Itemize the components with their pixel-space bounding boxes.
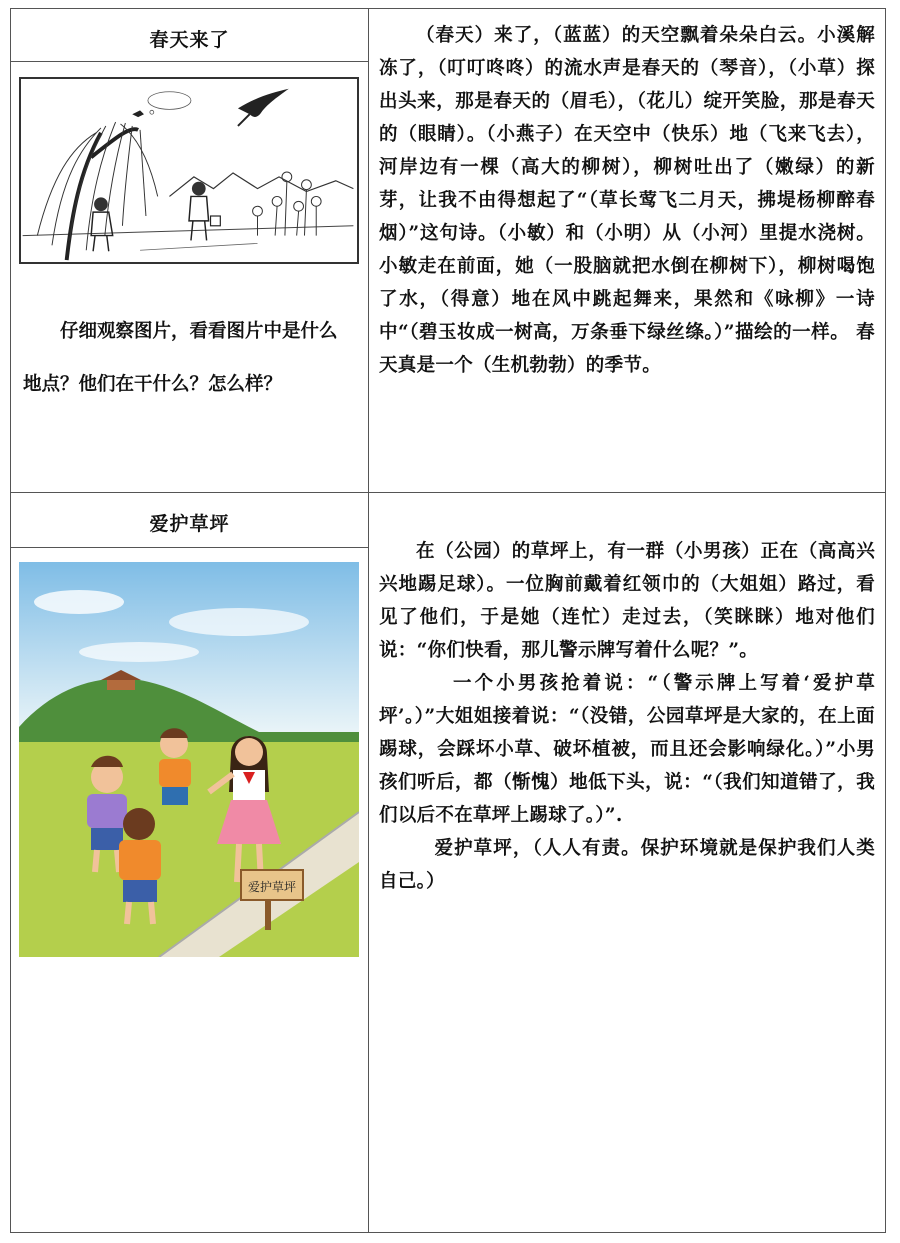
row-divider [11,492,885,493]
row2-story [379,535,875,898]
observation-prompt: 仔细观察图片，看看图片中是什么地点？他们在干什么？怎么样？ [23,321,338,395]
row1-title: 春天来了 [149,29,230,51]
row2-paragraph-3: 爱护草坪，（人人有责。保护环境就是保护我们人类自己。） [379,838,875,892]
row2-title: 爱护草坪 [149,513,230,535]
lawn-illustration [19,562,359,957]
title-divider-1 [11,61,368,62]
row1-paragraph: （春天）来了，（蓝蓝）的天空飘着朵朵白云。小溪解冻了，（叮叮咚咚）的流水声是春天的（琴音），（小草）探出头来，那是春天的（眉毛），（花儿）绽开笑脸，那是春天的（眼睛）。（小燕子）在天空中（快乐）地（飞来飞去），河岸边有一棵（高大的柳树），柳树吐出了（嫩绿）的新芽，让我不由得想起了“（草长莺飞二月天，拂堤杨柳醉春烟）”这句诗。（小敏）和（小明）从（小河）里提水浇树。小敏走在前面，她（一股脑就把水倒在柳树下），柳树喝饱了水，（得意）地在风中跳起舞来，果然和《咏柳》一诗中“（碧玉妆成一树高，万条垂下绿丝绦。）”描绘的一样。 春天真是一个（生机勃勃）的季节。 [379,25,875,376]
spring-illustration [19,77,359,264]
row2-paragraph-2: 一个小男孩抢着说：“（警示牌上写着‘爱护草坪’。）”大姐姐接着说：“（没错，公园草坪是大家的，在上面踢球，会踩坏小草、破坏植被，而且还会影响绿化。）”小男孩们听后，都（惭愧）地低下头，说：“（我们知道错了，我们以后不在草坪上踢球了。）”. [379,673,875,826]
row1-story [379,19,875,382]
sign-text: 爱护草坪 [247,880,297,894]
column-divider [368,9,369,1232]
worksheet-table [10,8,886,1233]
row2-paragraph-1: 在（公园）的草坪上，有一群（小男孩）正在（高高兴兴地踢足球）。一位胸前戴着红领巾的（大姐姐）路过，看见了他们，于是她（连忙）走过去，（笑眯眯）地对他们说：“你们快看，那儿警示牌写着什么呢？”。 [379,541,875,661]
title-divider-2 [11,547,368,548]
